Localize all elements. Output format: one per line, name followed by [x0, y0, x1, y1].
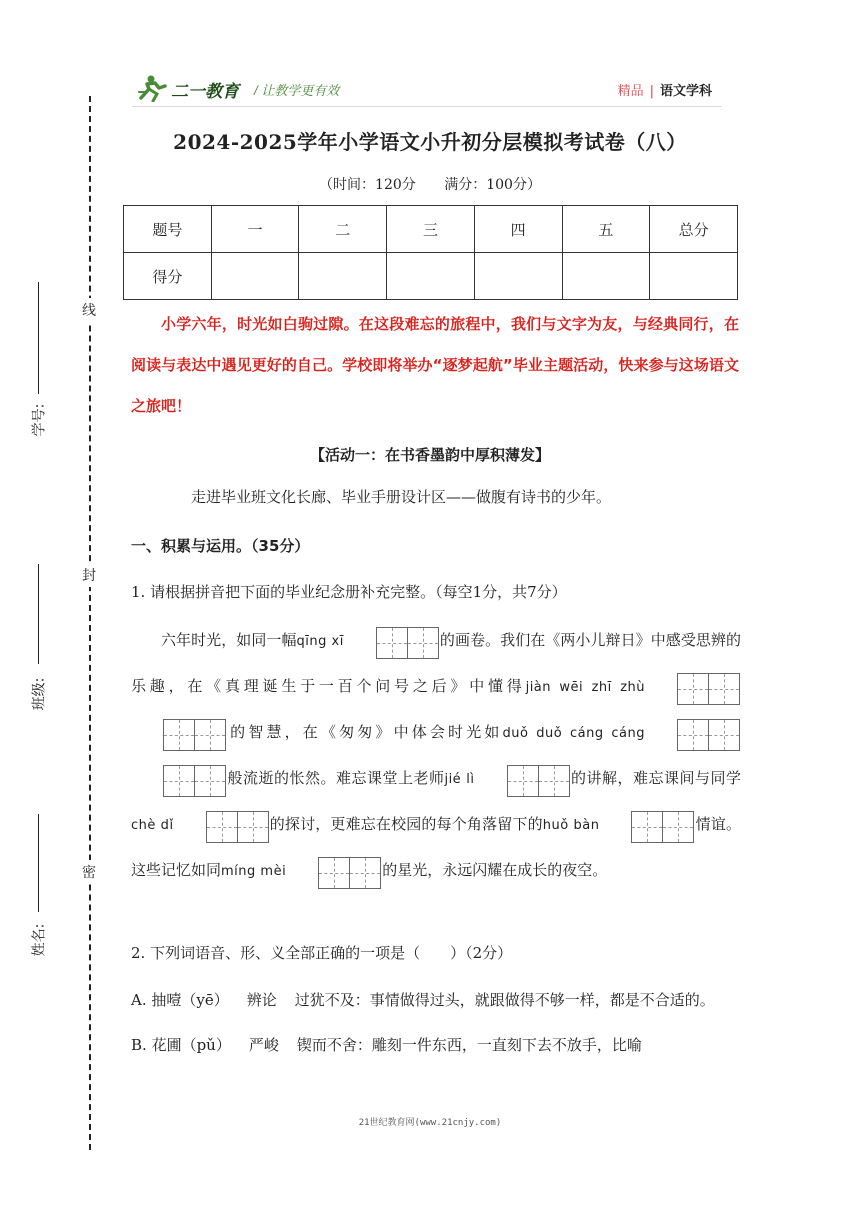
activity-title: 【活动一：在书香墨韵中厚积薄发】 [309, 446, 550, 464]
answer-boxes[interactable] [346, 627, 438, 659]
score-input-cell[interactable] [211, 253, 299, 300]
student-id-line [38, 282, 39, 394]
score-table-score-row [124, 253, 738, 300]
class-label: 班级: [31, 677, 48, 711]
answer-boxes[interactable] [133, 765, 225, 797]
page-footer: 21世纪教育网(www.21cnjy.com) [358, 1118, 502, 1128]
score-input-cell[interactable] [387, 253, 475, 300]
option-word: 辨论 [246, 991, 277, 1009]
exam-full-score: 满分：100分） [444, 177, 541, 193]
question-1: 1. 请根据拼音把下面的毕业纪念册补充完整。（每空1分，共7分） [131, 583, 567, 601]
pinyin: qīng xī [296, 634, 344, 649]
score-input-cell[interactable] [562, 253, 650, 300]
option-label: B. [131, 1036, 147, 1054]
binding-word-seal: 封 [79, 563, 99, 587]
intro-paragraph: 小学六年，时光如白驹过隙。在这段难忘的旅程中，我们与文字为友，与经典同行，在阅读与表达中遇见更好的自己。学校即将举办“逐梦起航”毕业主题活动，快来参与这场语文之旅吧！ [131, 315, 739, 415]
slogan: / 让教学更有效 [254, 83, 340, 98]
pinyin: jiàn wēi zhī zhù [525, 680, 645, 695]
passage-segment: 的星光，永远闪耀在成长的夜空。 [382, 861, 608, 879]
section-heading: 一、积累与运用。（35分） [131, 537, 310, 555]
header-right [618, 80, 712, 99]
table-cell: 题号 [124, 206, 212, 253]
table-cell: 一 [211, 206, 299, 253]
option-word: 花圃（pǔ） [151, 1036, 231, 1054]
page-header [132, 72, 722, 107]
score-input-cell[interactable] [299, 253, 387, 300]
answer-boxes[interactable] [288, 857, 380, 889]
exam-title: 2024-2025学年小学语文小升初分层模拟考试卷（八） [173, 130, 687, 154]
score-table [123, 205, 738, 300]
passage-segment: 般流逝的怅然。难忘课堂上老师 [227, 769, 445, 787]
answer-boxes[interactable] [176, 811, 268, 843]
answer-boxes[interactable] [647, 719, 739, 751]
pinyin: jié lì [444, 772, 475, 787]
passage-segment: 六年时光，如同一幅 [161, 631, 297, 649]
q1-passage [131, 618, 741, 894]
exam-time: （时间：120分 [319, 177, 416, 193]
score-input-cell[interactable] [650, 253, 738, 300]
name-line [38, 814, 39, 912]
pinyin: duǒ duǒ cáng cáng [502, 726, 645, 741]
option-label: A. [131, 991, 147, 1009]
pinyin: míng mèi [221, 864, 287, 879]
logo [137, 74, 249, 102]
name-label: 姓名: [31, 923, 48, 957]
logo-text: 二一教育 [171, 82, 239, 102]
table-cell: 二 [299, 206, 387, 253]
passage-segment: 的讲解，难忘课间与同学 [570, 769, 741, 787]
passage-segment: 的智慧，在《匆匆》中体会时光如 [227, 723, 503, 741]
score-input-cell[interactable] [474, 253, 562, 300]
table-cell: 三 [387, 206, 475, 253]
option-word: 抽噎（yē） [151, 991, 229, 1009]
passage-segment: 的画卷。我们在《两小儿辩日》中感受思辨的乐趣，在《真理诞生于一百个问号之后》中懂得 [131, 631, 741, 695]
subject-label: 语文学科 [659, 84, 712, 99]
passage-text [131, 618, 741, 894]
student-id-label: 学号: [31, 403, 48, 437]
binding-word-secret: 密 [79, 860, 99, 884]
binding-dashed-line [89, 96, 91, 1150]
exam-info [0, 174, 860, 194]
answer-boxes[interactable] [601, 811, 693, 843]
table-cell: 得分 [124, 253, 212, 300]
passage-segment: 情谊。这些记忆如同 [131, 815, 741, 879]
option-b[interactable] [131, 1023, 739, 1068]
class-line [38, 564, 39, 664]
pinyin: huǒ bàn [542, 818, 600, 833]
option-word: 严峻 [248, 1036, 279, 1054]
activity-desc: 走进毕业班文化长廊、毕业手册设计区——做腹有诗书的少年。 [191, 488, 612, 506]
table-cell: 总分 [650, 206, 738, 253]
option-word: 锲而不舍：雕刻一件东西，一直刻下去不放手，比喻 [296, 1036, 642, 1054]
header-separator: | [649, 84, 654, 99]
badge-premium: 精品 [617, 84, 644, 99]
answer-boxes[interactable] [647, 673, 739, 705]
q2-options [131, 978, 739, 1068]
passage-segment: 的探讨，更难忘在校园的每个角落留下的 [269, 815, 543, 833]
answer-boxes[interactable] [133, 719, 225, 751]
binding-word-line: 线 [79, 298, 99, 322]
option-a[interactable] [131, 978, 739, 1023]
option-word: 过犹不及：事情做得过头，就跟做得不够一样，都是不合适的。 [294, 991, 715, 1009]
table-cell: 四 [474, 206, 562, 253]
question-2: 2. 下列词语音、形、义全部正确的一项是（ ）（2分） [131, 944, 513, 962]
answer-boxes[interactable] [477, 765, 569, 797]
pinyin: chè dǐ [131, 818, 174, 833]
score-table-header-row [124, 206, 738, 253]
table-cell: 五 [562, 206, 650, 253]
